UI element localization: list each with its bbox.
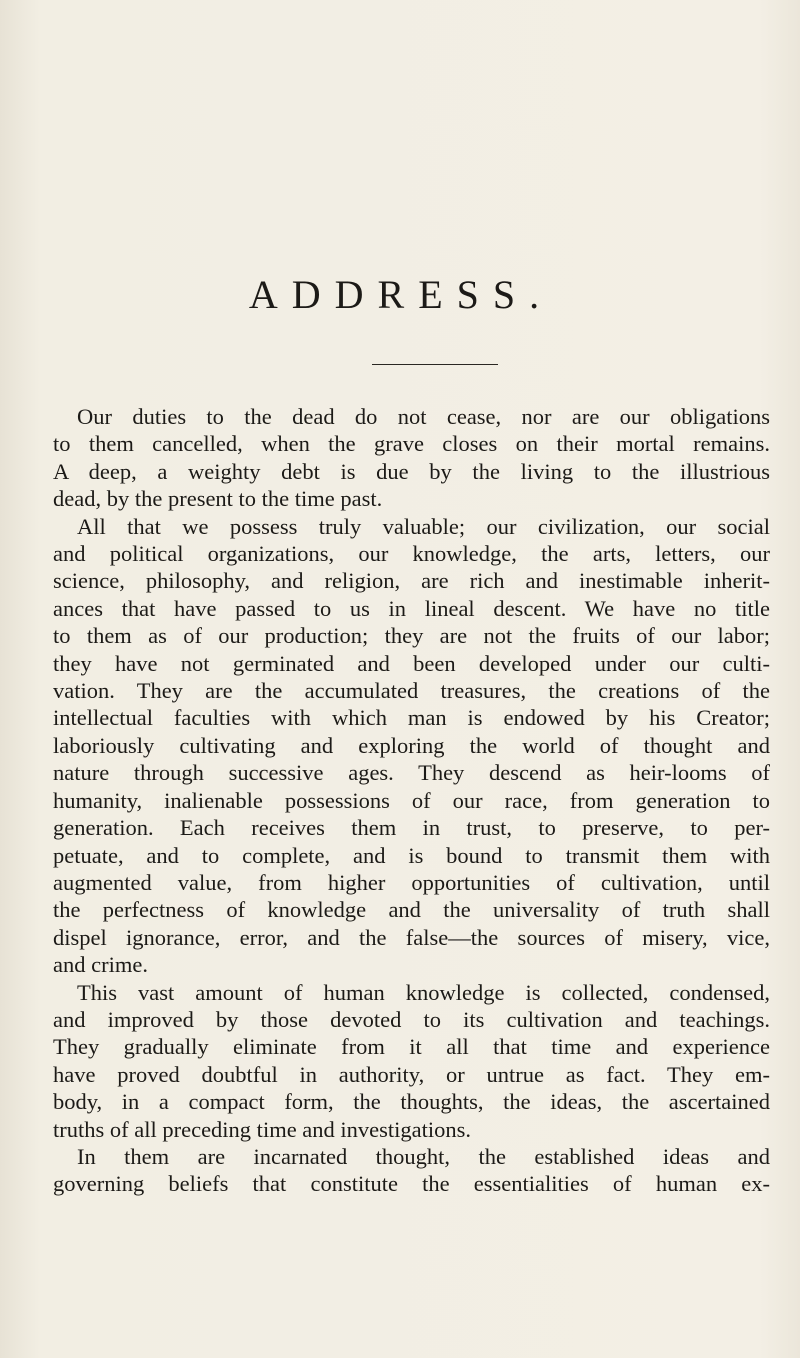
text-line: body, in a compact form, the thoughts, the ideas, the ascertained [53, 1089, 770, 1115]
text-line: and crime. [53, 952, 148, 978]
text-line: to them cancelled, when the grave closes on their mortal remains. [53, 431, 770, 457]
text-line: governing beliefs that constitute the essentialities of human ex- [53, 1171, 770, 1197]
text-line: dispel ignorance, error, and the false—the sources of misery, vice, [53, 924, 770, 950]
text-line: laboriously cultivating and exploring the world of thought and [53, 732, 770, 758]
text-line: nature through successive ages. They descend as heir-looms of [53, 760, 770, 786]
text-line: In them are incarnated thought, the established ideas and [77, 1143, 770, 1169]
title-divider [372, 364, 498, 365]
text-line: humanity, inalienable possessions of our race, from generation to [53, 787, 770, 813]
text-line: A deep, a weighty debt is due by the living to the illustrious [53, 458, 770, 484]
text-line: ances that have passed to us in lineal descent. We have no title [53, 595, 770, 621]
text-line: the perfectness of knowledge and the universality of truth shall [53, 897, 770, 923]
text-line: augmented value, from higher opportunities of cultivation, until [53, 869, 770, 895]
text-line: have proved doubtful in authority, or untrue as fact. They em- [53, 1061, 770, 1087]
page-title: ADDRESS. [248, 272, 554, 317]
text-line: science, philosophy, and religion, are rich and inestimable inherit- [53, 568, 770, 594]
text-line: generation. Each receives them in trust, to preserve, to per- [53, 815, 770, 841]
text-line: They gradually eliminate from it all that time and experience [53, 1034, 770, 1060]
text-line: petuate, and to complete, and is bound to transmit them with [53, 842, 770, 868]
text-line: truths of all preceding time and investigations. [53, 1116, 472, 1142]
text-line: Our duties to the dead do not cease, nor are our obligations [77, 404, 770, 429]
text-line: they have not germinated and been developed under our culti- [53, 650, 770, 676]
text-line: intellectual faculties with which man is endowed by his Creator; [53, 705, 770, 731]
text-line: and political organizations, our knowledge, the arts, letters, our [53, 541, 770, 567]
text-line: vation. They are the accumulated treasures, the creations of the [53, 678, 770, 704]
text-line: and improved by those devoted to its cultivation and teachings. [53, 1006, 770, 1032]
body-text [53, 403, 770, 1198]
text-line: This vast amount of human knowledge is collected, condensed, [77, 979, 770, 1005]
text-line: All that we possess truly valuable; our civilization, our social [77, 513, 770, 539]
text-line: to them as of our production; they are not the fruits of our labor; [53, 623, 770, 649]
text-line: dead, by the present to the time past. [53, 486, 383, 512]
